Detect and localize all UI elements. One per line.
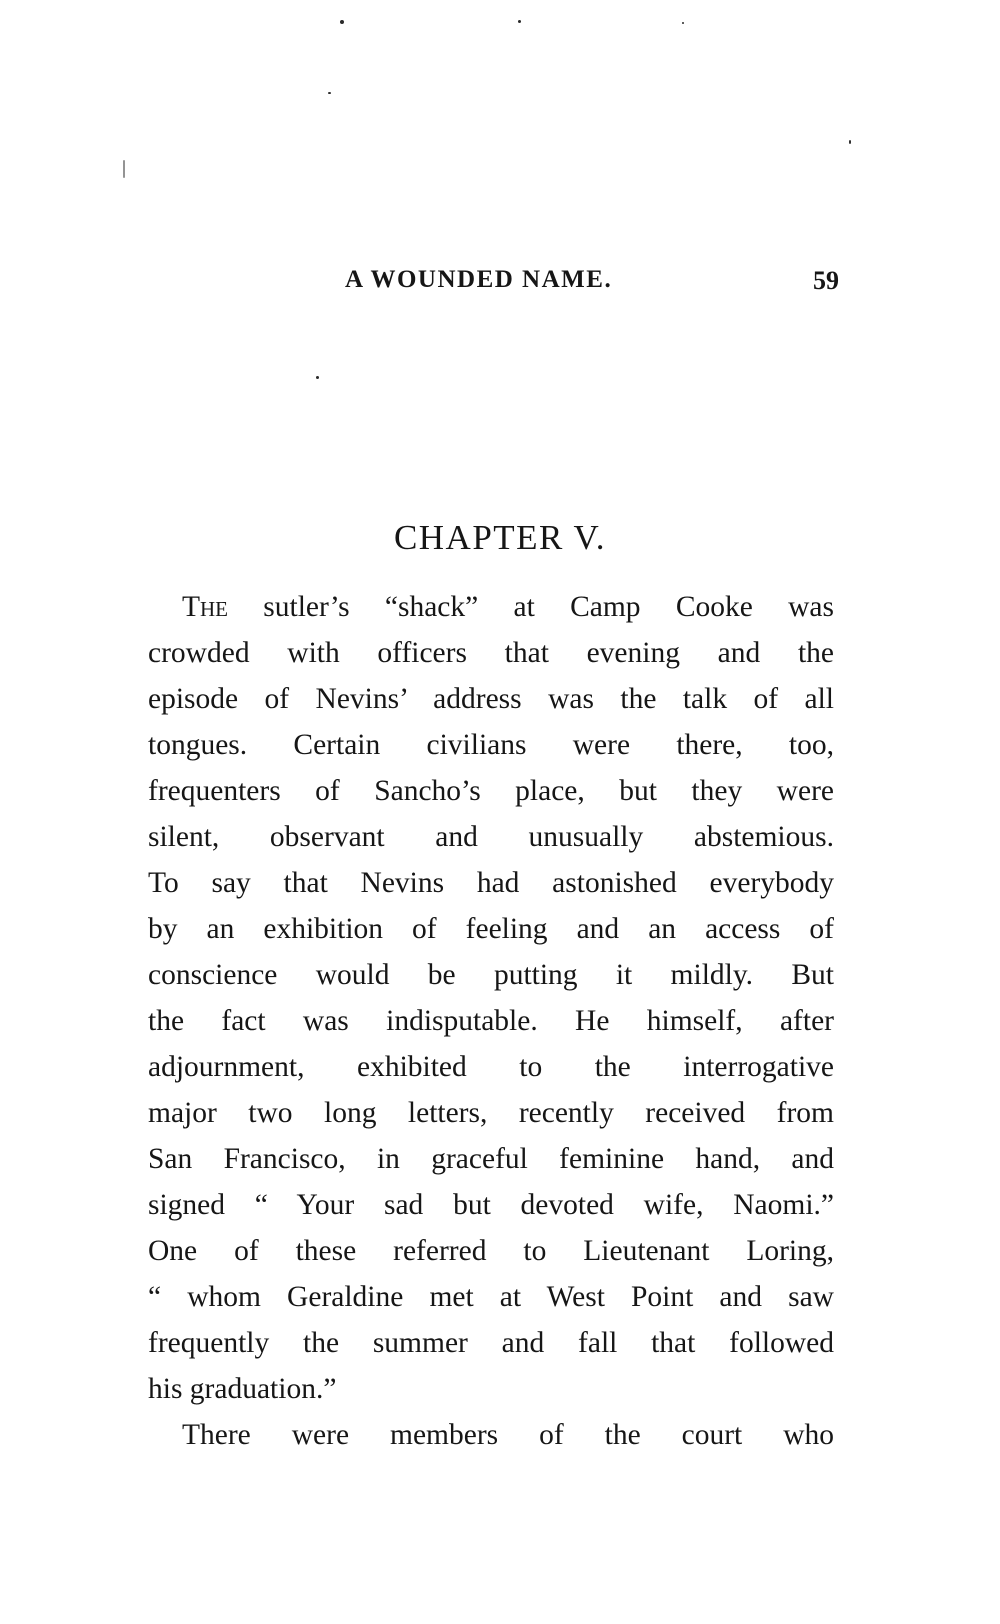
text-line: episode of Nevins’ address was the talk of all xyxy=(148,683,834,715)
scan-speck xyxy=(340,20,344,24)
text-line: San Francisco, in graceful feminine hand, and xyxy=(148,1143,834,1175)
text-line: adjournment, exhibited to the interrogative xyxy=(148,1051,834,1083)
scan-speck xyxy=(316,376,319,379)
scan-speck xyxy=(518,20,521,23)
page-number: 59 xyxy=(813,266,839,295)
first-word: The xyxy=(182,591,229,623)
text-line: silent, observant and unusually abstemious. xyxy=(148,821,834,853)
scan-speck xyxy=(328,92,331,94)
running-head xyxy=(0,266,1000,302)
text-line xyxy=(148,584,834,630)
text-line: frequently the summer and fall that followed xyxy=(148,1327,834,1359)
chapter-heading: CHAPTER V. xyxy=(393,518,607,557)
text-line: crowded with officers that evening and the xyxy=(148,637,834,669)
text-line: To say that Nevins had astonished everybody xyxy=(148,867,834,899)
text-line: the fact was indisputable. He himself, after xyxy=(148,1005,834,1037)
text-line: “ whom Geraldine met at West Point and saw xyxy=(148,1281,834,1313)
running-title: A WOUNDED NAME. xyxy=(345,266,613,293)
text-line: signed “ Your sad but devoted wife, Naomi.” xyxy=(148,1189,834,1221)
body-text xyxy=(148,584,834,1458)
text-line: tongues. Certain civilians were there, too, xyxy=(148,729,834,761)
scan-speck xyxy=(849,140,851,144)
text-line: by an exhibition of feeling and an access of xyxy=(148,913,834,945)
text-line: his graduation.” xyxy=(148,1373,337,1405)
scan-speck xyxy=(123,160,125,178)
text-line: conscience would be putting it mildly. But xyxy=(148,959,834,991)
text-line: frequenters of Sancho’s place, but they were xyxy=(148,775,834,807)
text-line: major two long letters, recently received from xyxy=(148,1097,834,1129)
scan-speck xyxy=(682,22,684,24)
text-line-rest: sutler’s “shack” at Camp Cooke was xyxy=(228,591,834,623)
text-line: One of these referred to Lieutenant Loring, xyxy=(148,1235,834,1267)
text-line: There were members of the court who xyxy=(182,1419,834,1451)
